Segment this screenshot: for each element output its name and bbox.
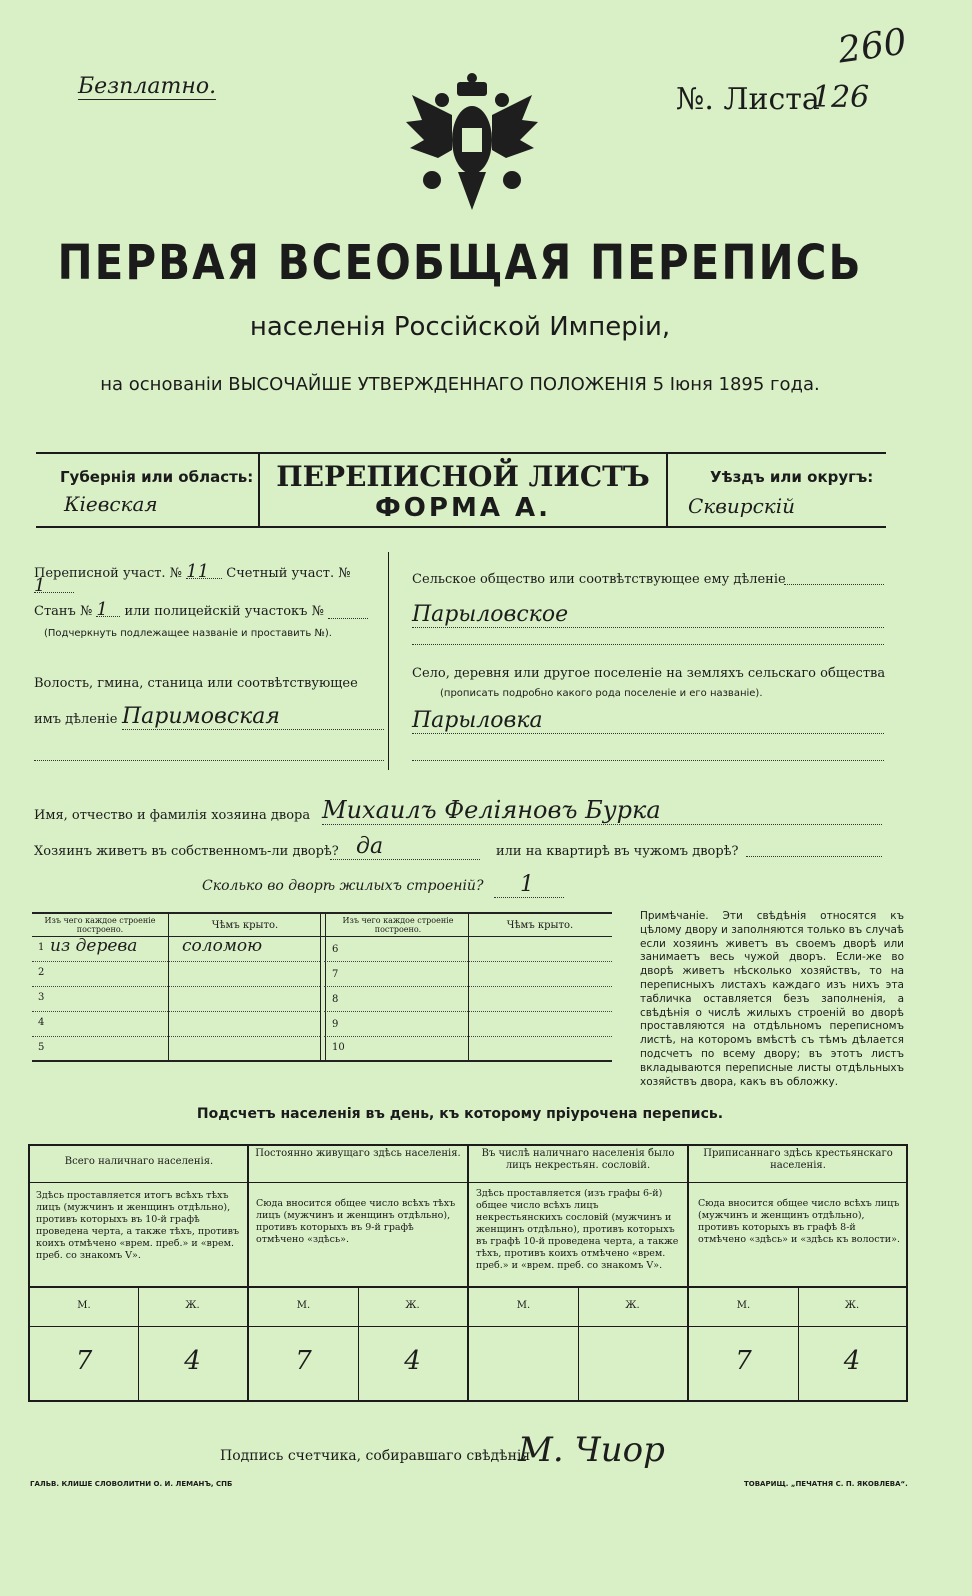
- row-num: 10: [332, 1042, 345, 1053]
- page-subtitle: населенія Россійской Имперіи,: [249, 312, 671, 342]
- page-title: ПЕРВАЯ ВСЕОБЩАЯ ПЕРЕПИСЬ: [57, 234, 863, 291]
- society-label: Сельское общество или соотвѣтствующее ему дѣленіе: [412, 572, 786, 587]
- divider-right: [666, 452, 668, 528]
- signature-label: Подпись счетчика, собиравшаго свѣдѣнія: [220, 1448, 531, 1464]
- footer-left: ГАЛЬВ. КЛИШЕ СЛОВОЛИТНИ О. И. ЛЕМАНЪ, СПБ: [30, 1480, 233, 1488]
- volost-label2: имъ дѣленіе: [34, 712, 118, 727]
- page-basis: на основаніи ВЫСОЧАЙШЕ УТВЕРЖДЕННАГО ПОЛОЖЕНІЯ 5 Іюня 1895 года.: [100, 374, 820, 395]
- pop-col2-f-label: Ж.: [405, 1300, 420, 1311]
- population-title: Подсчетъ населенія въ день, къ которому пріурочена перепись.: [196, 1106, 724, 1122]
- volost-value: Паримовская: [122, 704, 384, 730]
- schet-label: Счетный участ. №: [226, 566, 351, 581]
- buildings-rows-right: [324, 936, 612, 1060]
- pop-col1-desc: Здѣсь проставляется итогъ всѣхъ тѣхъ лицъ (мужчинъ и женщинъ отдѣльно), противъ которыхъ въ 10-й графѣ проведена черта, а также тѣхъ, противъ коихъ отмѣчено «врем. преб.» и «врем. преб. со знакомъ V».: [36, 1190, 239, 1261]
- row-num: 1: [38, 942, 45, 953]
- village-extra-line: [412, 756, 884, 761]
- gubernia-value: Кiевская: [64, 492, 158, 516]
- society-label-line: [784, 580, 884, 585]
- population-table: [28, 1144, 908, 1402]
- table-row: [32, 961, 320, 987]
- col-material-header-right: Изъ чего каждое строеніе построено.: [342, 916, 454, 934]
- row-num: 4: [38, 1017, 45, 1028]
- pop-col3-m-label: М.: [516, 1300, 531, 1311]
- pop-col1-m-value: 7: [75, 1346, 93, 1376]
- pop-col2-head: Постоянно живущаго здѣсь населенія.: [255, 1148, 461, 1159]
- pop-col1-f-value: 4: [184, 1346, 201, 1376]
- vertical-separator: [388, 552, 389, 770]
- form-name: ФОРМА А.: [375, 493, 551, 523]
- row-num: 7: [332, 969, 339, 980]
- buildings-label: Сколько во дворѣ жилыхъ строеній?: [202, 878, 484, 894]
- village-note: (прописать подробно какого рода поселеніе и его названіе).: [440, 688, 763, 699]
- pop-col3-desc: Здѣсь проставляется (изъ графы 6-й) общее число всѣхъ лицъ некрестьянскихъ сословій (мужчинъ и женщинъ отдѣльно), противъ которыхъ въ графѣ 10-й проведена черта, а также тѣхъ, противъ коихъ отмѣчено «врем. преб.» и «врем. преб. со знакомъ V».: [476, 1188, 679, 1271]
- uezd-value: Сквирскiй: [688, 494, 795, 518]
- sheet-label: №. Листа: [676, 82, 820, 117]
- owner-rent-label: или на квартирѣ въ чужомъ дворѣ?: [496, 844, 739, 859]
- sheet-title: ПЕРЕПИСНОЙ ЛИСТЪ: [276, 460, 650, 493]
- col-roof-header: Чѣмъ крыто.: [211, 920, 279, 931]
- buildings-value: 1: [494, 872, 564, 898]
- table-row: [324, 1011, 612, 1037]
- bottom-rule: [36, 526, 886, 528]
- pop-col4-head: Приписаннаго здѣсь крестьянскаго населенія.: [703, 1148, 893, 1171]
- village-label: Село, деревня или другое поселеніе на земляхъ сельскаго общества: [412, 666, 886, 681]
- pop-col4-m-label: М.: [736, 1300, 751, 1311]
- society-extra-line: [412, 640, 884, 645]
- owner-own-label: Хозяинъ живетъ въ собственномъ-ли дворѣ?: [34, 844, 339, 859]
- stan-value: 1: [96, 604, 120, 617]
- pop-col1-f-label: Ж.: [185, 1300, 200, 1311]
- police-value: [328, 606, 368, 619]
- stan-label: Станъ №: [34, 604, 93, 619]
- table-row: [32, 936, 320, 962]
- sheet-number-label: [676, 82, 820, 117]
- volost-extra-line: [34, 756, 384, 761]
- volost-label: Волость, гмина, станица или соотвѣтствующее: [34, 676, 358, 691]
- uchastok-label: Переписной участ. №: [34, 566, 182, 581]
- uezd-label: Уѣздъ или округъ:: [710, 468, 874, 486]
- society-value: Парыловское: [412, 602, 884, 628]
- pop-col2-f-value: 4: [404, 1346, 421, 1376]
- schet-value: 1: [34, 580, 74, 593]
- sheet-number-hand: 126: [812, 80, 870, 115]
- uchastok-value: 11: [186, 566, 222, 579]
- buildings-table: [32, 912, 612, 1062]
- table-row: [32, 1011, 320, 1037]
- gubernia-label: Губернія или область:: [60, 468, 254, 486]
- table-row: [324, 936, 612, 962]
- pop-col4-f-value: 4: [843, 1346, 861, 1376]
- free-label: Безплатно.: [78, 74, 217, 99]
- buildings-rows-left: [32, 936, 320, 1060]
- stan-note: (Подчеркнуть подлежащее названіе и проставить №).: [44, 628, 332, 639]
- pop-col3-f-label: Ж.: [625, 1300, 640, 1311]
- archive-number-hand: 260: [835, 21, 910, 72]
- table-row: [32, 1036, 320, 1060]
- col-material-header: Изъ чего каждое строеніе построено.: [44, 916, 156, 934]
- buildings-note: Примѣчаніе. Эти свѣдѣнія относятся къ цѣлому двору и заполняются только въ случаѣ если хозяинъ живетъ въ своемъ дворѣ или занимаетъ весь чужой дворъ. Если-же во дворѣ живетъ нѣсколько хозяйствъ, то на переписныхъ листахъ каждаго изъ нихъ эта табличка оставляется безъ заполненія, а свѣдѣнія о числѣ жилыхъ строеній во дворѣ проставляются на отдѣльномъ переписномъ листѣ, на которомъ вмѣстѣ съ тѣмъ дѣлается подсчетъ по всему двору; въ этотъ листъ вкладываются переписные листы отдѣльныхъ хозяйствъ двора, какъ въ обложку.: [640, 910, 904, 1088]
- row-roof: соломою: [182, 936, 263, 956]
- imperial-eagle-emblem: [402, 70, 542, 220]
- village-value: Парыловка: [412, 708, 884, 734]
- footer-right: ТОВАРИЩ. „ПЕЧАТНЯ С. П. ЯКОВЛЕВА“.: [744, 1480, 908, 1488]
- row-num: 3: [38, 992, 45, 1003]
- row-num: 9: [332, 1019, 339, 1030]
- top-rule: [36, 452, 886, 454]
- pop-col4-desc: Сюда вносится общее число всѣхъ лицъ (мужчинъ и женщинъ отдѣльно), противъ которыхъ въ графѣ 8-й отмѣчено «здѣсь» и «здѣсь къ волости».: [698, 1198, 900, 1245]
- row-num: 6: [332, 944, 339, 955]
- pop-col4-f-label: Ж.: [844, 1300, 860, 1311]
- row-num: 8: [332, 994, 339, 1005]
- stan-row: [34, 599, 384, 620]
- owner-rent-line: [746, 852, 882, 857]
- pop-col4-m-value: 7: [735, 1346, 752, 1376]
- pop-col2-desc: Сюда вносится общее число всѣхъ тѣхъ лицъ (мужчинъ и женщинъ отдѣльно), противъ которыхъ въ 9-й графѣ отмѣчено «здѣсь».: [256, 1198, 456, 1245]
- table-row: [32, 986, 320, 1012]
- pop-col1-m-label: М.: [77, 1300, 91, 1311]
- owner-name-value: Михаилъ Феліяновъ Бурка: [322, 796, 882, 825]
- pop-col2-m-label: М.: [296, 1300, 311, 1311]
- table-row: [324, 1036, 612, 1060]
- owner-name-label: Имя, отчество и фамилія хозяина двора: [34, 808, 311, 823]
- pop-col1-head: Всего наличнаго населенія.: [64, 1156, 214, 1167]
- signature-value: М. Чиор: [518, 1430, 665, 1470]
- row-num: 5: [38, 1042, 45, 1053]
- table-row: [324, 986, 612, 1012]
- police-label: или полицейскій участокъ №: [124, 604, 324, 619]
- table-row: [324, 961, 612, 987]
- pop-col3-head: Въ числѣ наличнаго населенія было лицъ некрестьян. сословій.: [481, 1148, 675, 1171]
- col-roof-header-right: Чѣмъ крыто.: [506, 920, 574, 931]
- owner-own-value: да: [330, 834, 480, 860]
- row-num: 2: [38, 967, 45, 978]
- uchastok-row: [34, 561, 384, 596]
- pop-col2-m-value: 7: [295, 1346, 312, 1376]
- row-material: из дерева: [50, 936, 138, 956]
